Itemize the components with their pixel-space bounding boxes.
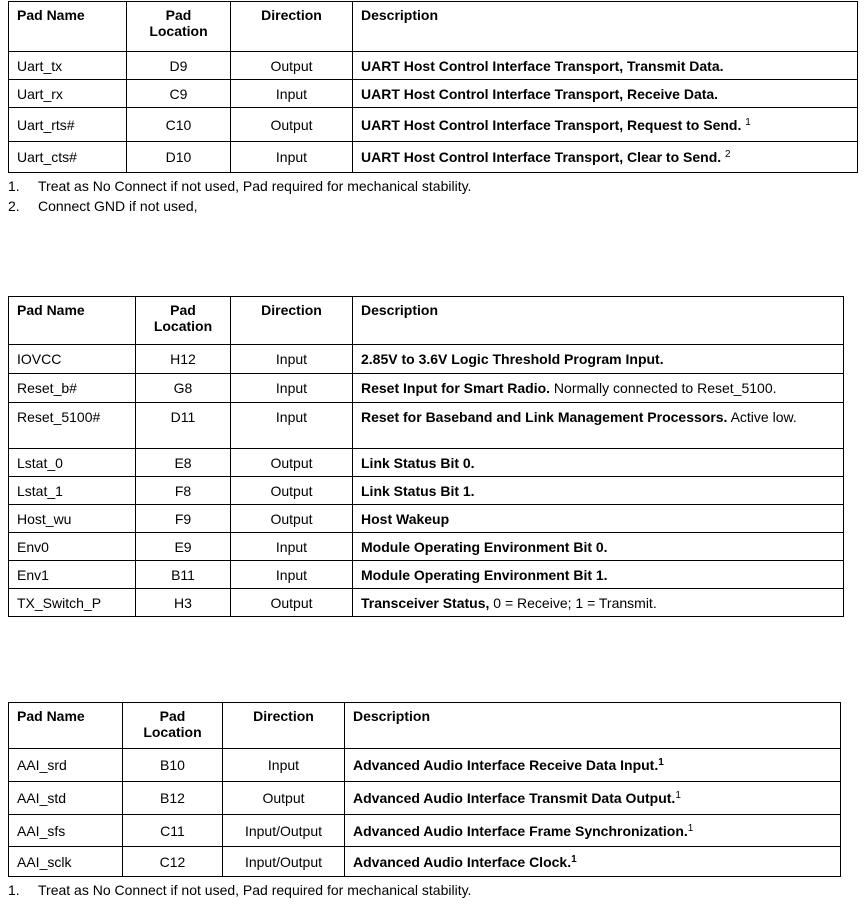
pad-name: AAI_sclk (9, 847, 123, 877)
pad-location: D11 (136, 403, 231, 449)
pad-description: Reset Input for Smart Radio. Normally connected to Reset_5100. (353, 374, 844, 403)
table-row (9, 533, 844, 561)
table-row (9, 782, 841, 815)
footnote: 1. Treat as No Connect if not used, Pad required for mechanical stability. (8, 882, 472, 898)
header-description: Description (345, 703, 841, 749)
header-pad-name: Pad Name (9, 297, 136, 345)
pad-direction: Output (231, 449, 353, 477)
pad-name: Uart_cts# (9, 142, 127, 173)
table-header-row (9, 297, 844, 345)
pad-location: F9 (136, 505, 231, 533)
pad-description: Module Operating Environment Bit 1. (353, 561, 844, 589)
pad-description: UART Host Control Interface Transport, Request to Send. $^1$ (353, 108, 858, 142)
pad-location: B10 (123, 749, 223, 782)
table-header-row (9, 2, 858, 52)
pad-direction: Input/Output (223, 815, 345, 847)
pad-description: UART Host Control Interface Transport, Clear to Send. $^2$ (353, 142, 858, 173)
pad-location: H12 (136, 345, 231, 374)
pad-location: C12 (123, 847, 223, 877)
pad-location: E9 (136, 533, 231, 561)
header-direction: Direction (231, 297, 353, 345)
table-row (9, 142, 858, 173)
table-row (9, 589, 844, 617)
pad-direction: Input (231, 403, 353, 449)
pad-description: UART Host Control Interface Transport, Receive Data. (353, 80, 858, 108)
pad-location: C11 (123, 815, 223, 847)
pad-description: Advanced Audio Interface Clock.$^1$ (345, 847, 841, 877)
pad-direction: Input (231, 533, 353, 561)
pad-description: UART Host Control Interface Transport, Transmit Data. (353, 52, 858, 80)
header-pad-name: Pad Name (9, 2, 127, 52)
pad-description: Advanced Audio Interface Receive Data Input.$^1$ (345, 749, 841, 782)
table-row (9, 561, 844, 589)
pad-direction: Input (231, 345, 353, 374)
pad-location: D9 (127, 52, 231, 80)
pad-name: Uart_rx (9, 80, 127, 108)
pad-location: C9 (127, 80, 231, 108)
pad-name: IOVCC (9, 345, 136, 374)
pad-description: Reset for Baseband and Link Management Processors. Active low. (353, 403, 844, 449)
pad-description: Advanced Audio Interface Transmit Data Output.$^1$ (345, 782, 841, 815)
pad-description: Link Status Bit 0. (353, 449, 844, 477)
footnote-ref: 1 (658, 757, 664, 768)
pad-direction: Input (231, 374, 353, 403)
header-pad-name: Pad Name (9, 703, 123, 749)
table-row (9, 80, 858, 108)
header-description: Description (353, 297, 844, 345)
table-row (9, 403, 844, 449)
audio-pad-table (8, 702, 841, 877)
pad-direction: Input (231, 561, 353, 589)
header-pad-location: Pad Location (136, 297, 231, 345)
table-row (9, 505, 844, 533)
header-direction: Direction (231, 2, 353, 52)
header-pad-location: Pad Location (123, 703, 223, 749)
table-row (9, 477, 844, 505)
table-row (9, 449, 844, 477)
pad-location: D10 (127, 142, 231, 173)
pad-direction: Output (231, 477, 353, 505)
pad-description: Link Status Bit 1. (353, 477, 844, 505)
pad-direction: Input/Output (223, 847, 345, 877)
footnote-ref: 1 (675, 790, 681, 801)
pad-name: Reset_5100# (9, 403, 136, 449)
pad-name: Uart_rts# (9, 108, 127, 142)
table-row (9, 108, 858, 142)
pad-name: Reset_b# (9, 374, 136, 403)
table-row (9, 847, 841, 877)
table-row (9, 815, 841, 847)
pad-name: Host_wu (9, 505, 136, 533)
footnote-ref: 1 (571, 853, 577, 865)
header-description: Description (353, 2, 858, 52)
pad-description: Host Wakeup (353, 505, 844, 533)
pad-direction: Input (223, 749, 345, 782)
pad-description: Module Operating Environment Bit 0. (353, 533, 844, 561)
table-header-row (9, 703, 841, 749)
footnote: 1. Treat as No Connect if not used, Pad required for mechanical stability. (8, 178, 472, 194)
pad-location: F8 (136, 477, 231, 505)
footnote: 2. Connect GND if not used, (8, 198, 198, 214)
pad-name: AAI_sfs (9, 815, 123, 847)
pad-location: E8 (136, 449, 231, 477)
header-direction: Direction (223, 703, 345, 749)
table-row (9, 749, 841, 782)
pad-location: G8 (136, 374, 231, 403)
pad-description: Transceiver Status, 0 = Receive; 1 = Transmit. (353, 589, 844, 617)
pad-location: B12 (123, 782, 223, 815)
table-row (9, 345, 844, 374)
pad-name: Env1 (9, 561, 136, 589)
header-pad-location: Pad Location (127, 2, 231, 52)
pad-description: Advanced Audio Interface Frame Synchronization.$^1$ (345, 815, 841, 847)
pad-name: TX_Switch_P (9, 589, 136, 617)
footnote-ref: 1 (745, 116, 751, 128)
pad-name: AAI_srd (9, 749, 123, 782)
pad-location: C10 (127, 108, 231, 142)
pad-location: B11 (136, 561, 231, 589)
pad-direction: Output (231, 108, 353, 142)
pad-direction: Input (231, 142, 353, 173)
control-pad-table (8, 296, 844, 617)
pad-direction: Output (223, 782, 345, 815)
footnote-ref: 2 (725, 149, 731, 160)
uart-pad-table (8, 1, 858, 173)
pad-name: AAI_std (9, 782, 123, 815)
pad-name: Uart_tx (9, 52, 127, 80)
pad-direction: Input (231, 80, 353, 108)
pad-name: Lstat_0 (9, 449, 136, 477)
table-row (9, 374, 844, 403)
table-row (9, 52, 858, 80)
footnote-ref: 1 (687, 822, 694, 834)
pad-direction: Output (231, 505, 353, 533)
pad-direction: Output (231, 52, 353, 80)
pad-description: 2.85V to 3.6V Logic Threshold Program Input. (353, 345, 844, 374)
pad-location: H3 (136, 589, 231, 617)
pad-direction: Output (231, 589, 353, 617)
pad-name: Lstat_1 (9, 477, 136, 505)
pad-name: Env0 (9, 533, 136, 561)
